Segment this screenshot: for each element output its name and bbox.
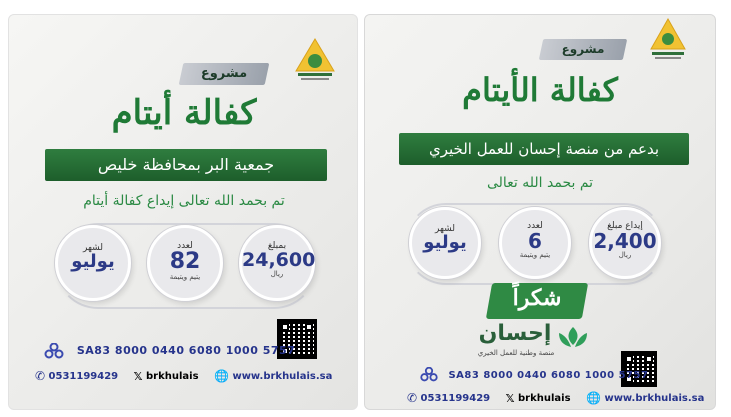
project-title: كفالة أيتام bbox=[111, 93, 257, 133]
project-title: كفالة الأيتام bbox=[462, 71, 618, 109]
iban-row bbox=[419, 367, 648, 382]
website-link[interactable]: www.brkhulais.sa bbox=[232, 371, 333, 382]
phone-icon: ✆ bbox=[407, 391, 418, 405]
count-circle bbox=[147, 225, 223, 301]
month-label: لشهر bbox=[83, 243, 103, 253]
project-tag: مشروع bbox=[539, 39, 627, 60]
count-label: لعدد bbox=[527, 221, 543, 231]
x-icon: 𝕏 bbox=[133, 369, 143, 383]
bank-icon bbox=[43, 343, 65, 359]
x-icon: 𝕏 bbox=[505, 391, 515, 405]
month-value: يوليو bbox=[423, 232, 467, 253]
right-post-card[interactable] bbox=[364, 14, 716, 410]
amount-unit: ريال bbox=[270, 270, 284, 278]
amount-circle bbox=[239, 225, 315, 301]
amount-label: إيداع مبلغ bbox=[607, 221, 643, 231]
association-banner: جمعية البر بمحافظة خليص bbox=[45, 149, 327, 181]
count-value: 82 bbox=[169, 249, 201, 274]
amount-value: 24,600 bbox=[242, 249, 316, 271]
deposit-subtitle: تم بحمد الله تعالى bbox=[486, 175, 594, 191]
count-unit: يتيم ويتيمة bbox=[169, 273, 201, 281]
month-circle bbox=[409, 207, 481, 279]
iban-row bbox=[43, 343, 295, 359]
deposit-subtitle: تم بحمد الله تعالى إيداع كفالة أيتام bbox=[83, 193, 285, 209]
globe-icon: 🌐 bbox=[214, 369, 229, 383]
website-link[interactable]: www.brkhulais.sa bbox=[604, 393, 705, 404]
thanks-text: شكراً bbox=[512, 285, 562, 311]
count-unit: يتيم ويتيمة bbox=[519, 251, 551, 259]
count-circle bbox=[499, 207, 571, 279]
social-handle[interactable]: brkhulais bbox=[517, 393, 571, 404]
amount-circle bbox=[589, 207, 661, 279]
month-circle bbox=[55, 225, 131, 301]
iban-text: SA83 8000 0440 6080 1000 5757 bbox=[76, 344, 296, 357]
contact-row bbox=[35, 369, 332, 383]
ehsan-desc: منصة وطنية للعمل الخيري bbox=[477, 349, 555, 357]
project-tag: مشروع bbox=[179, 63, 270, 85]
charity-logo bbox=[647, 15, 689, 65]
count-value: 6 bbox=[528, 229, 542, 253]
amount-unit: ريال bbox=[618, 251, 632, 259]
iban-text: SA83 8000 0440 6080 1000 5757 bbox=[448, 369, 649, 381]
phone-number[interactable]: 0531199429 bbox=[420, 393, 491, 404]
phone-icon: ✆ bbox=[35, 369, 46, 383]
social-handle[interactable]: brkhulais bbox=[145, 371, 199, 382]
contact-row bbox=[407, 391, 704, 405]
count-label: لعدد bbox=[177, 241, 193, 251]
bank-icon bbox=[419, 367, 439, 382]
left-post-card[interactable] bbox=[8, 14, 358, 410]
phone-number[interactable]: 0531199429 bbox=[48, 371, 119, 382]
amount-value: 2,400 bbox=[593, 229, 657, 253]
month-value: يوليو bbox=[71, 251, 115, 272]
platform-banner: بدعم من منصة إحسان للعمل الخيري bbox=[399, 133, 689, 165]
charity-logo bbox=[292, 37, 338, 83]
amount-label: بمبلغ bbox=[267, 241, 287, 251]
globe-icon: 🌐 bbox=[586, 391, 601, 405]
ehsan-name: إحسان bbox=[478, 321, 552, 346]
month-label: لشهر bbox=[435, 224, 455, 234]
